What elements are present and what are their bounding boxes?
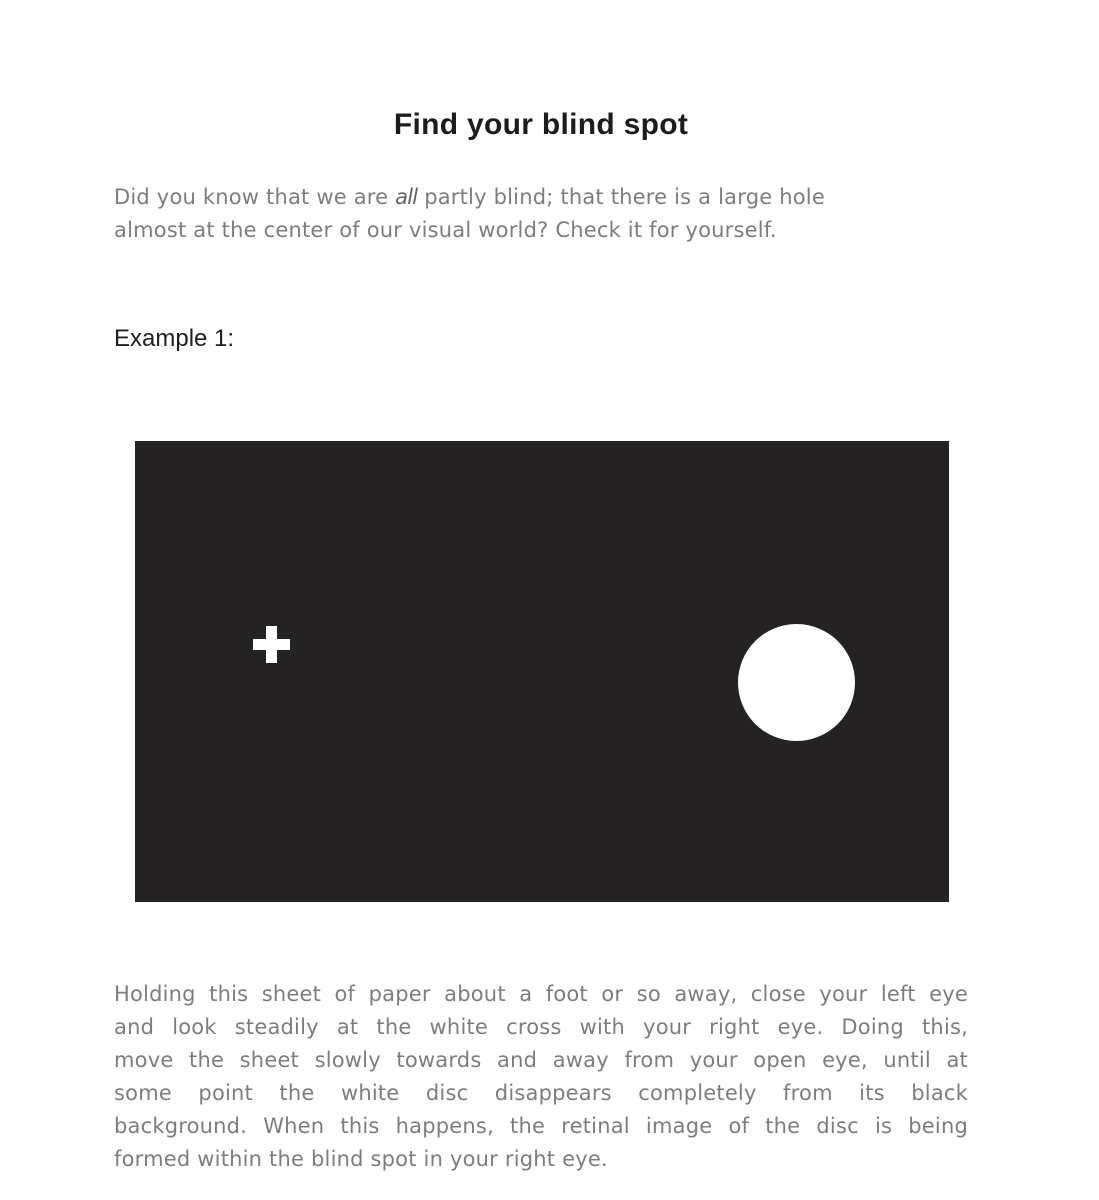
instructions-line-2: and look steadily at the white cross with your right eye. Doing this, [114,1015,968,1039]
instructions-line-5: background. When this happens, the retinal image of the disc is being [114,1114,968,1138]
instructions-line-3: move the sheet slowly towards and away from your open eye, until at [114,1048,968,1072]
instructions-line-6: formed within the blind spot in your right eye. [114,1147,608,1171]
example-heading: Example 1: [114,325,235,352]
white-disc-icon [738,624,855,741]
page-title: Find your blind spot [393,108,689,141]
cross-vertical-bar [266,626,277,663]
instructions-line-1: Holding this sheet of paper about a foot or so away, close your left eye [114,982,968,1006]
intro-italic-word: all [395,185,418,209]
intro-line1-prefix: Did you know that we are [114,185,396,209]
blind-spot-figure [135,441,949,902]
intro-line-1 [114,181,968,214]
instructions-paragraph [114,978,968,1176]
fixation-cross-icon [253,626,290,663]
intro-line-2: almost at the center of our visual world? Check it for yourself. [114,218,777,242]
instructions-line-4: some point the white disc disappears completely from its black [114,1081,968,1105]
intro-paragraph [114,181,968,247]
intro-line1-suffix: partly blind; that there is a large hole [417,185,825,209]
